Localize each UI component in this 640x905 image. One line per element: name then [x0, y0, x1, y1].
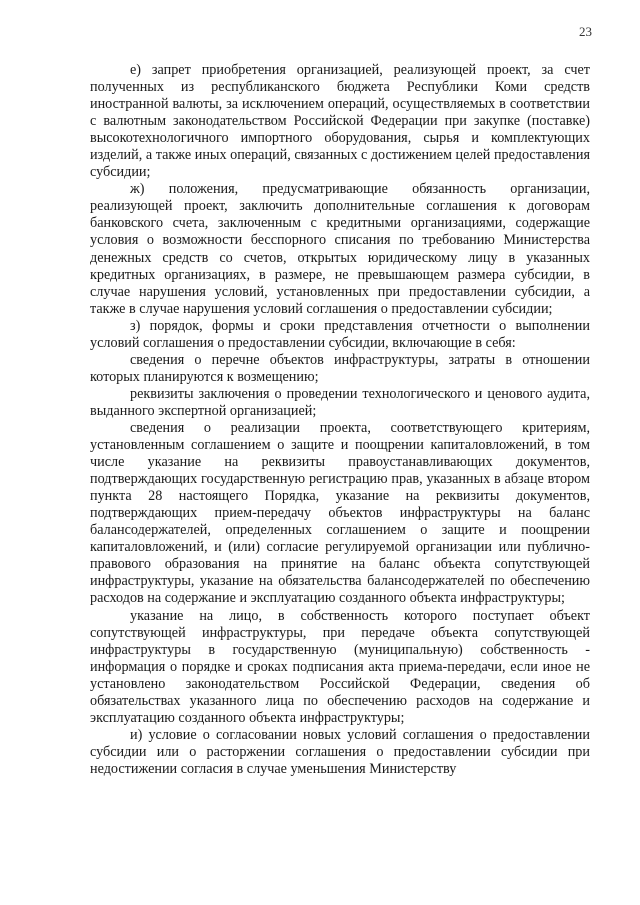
page-number: 23	[579, 24, 592, 39]
paragraph-i: и) условие о согласовании новых условий соглашения о предоставлении субсидии или о расторжении соглашения о предоставлении субсидии при недостижении согласия в случае уменьшения Министерству	[90, 726, 590, 777]
paragraph-zh: ж) положения, предусматривающие обязанность организации, реализующей проект, заключить дополнительные соглашения к договорам банковского счета, заключенным с кредитными организациями, содержащие условия о возможности бесспорного списания по требованию Министерства денежных средств со счетов, открытых юридическому лицу в указанных кредитных организациях, в размере, не превышающем размера субсидии, в случае нарушения условий, установленных при предоставлении субсидии, а также в случае нарушения условий соглашения о предоставлении субсидии;	[90, 181, 590, 317]
paragraph-e: е) запрет приобретения организацией, реализующей проект, за счет полученных из республиканского бюджета Республики Коми средств иностранной валюты, за исключением операций, осуществляемых в соответствии с валютным законодательством Российской Федерации при закупке (поставке) высокотехнологичного импортного оборудования, сырья и комплектующих изделий, а также иных операций, связанных с достижением целей предоставления субсидии;	[90, 62, 590, 181]
paragraph-owner-info: указание на лицо, в собственность которого поступает объект сопутствующей инфраструктуры, при передаче объекта сопутствующей инфраструктуры в государственную (муниципальную) собственность - информация о порядке и сроках подписания акта приема-передачи, если иное не установлено законодательством Российской Федерации, сведения об обязательствах указанного лица по обеспечению расходов на содержание и эксплуатацию созданного объекта инфраструктуры;	[90, 607, 590, 726]
paragraph-project-info: сведения о реализации проекта, соответствующего критериям, установленным соглашением о защите и поощрении капиталовложений, в том числе указание на реквизиты правоустанавливающих документов, подтверждающих государственную регистрацию прав, указанных в абзаце втором пункта 28 настоящего Порядка, указание на реквизиты документов, подтверждающих прием-передачу объектов инфраструктуры на баланс балансодержателей, определенных соглашением о защите и поощрении капиталовложений, и (или) согласие регулируемой организации или публично-правового образования на принятие на баланс объекта сопутствующей инфраструктуры, указание на обязательства балансодержателей по обеспечению расходов на содержание и эксплуатацию созданного объекта инфраструктуры;	[90, 419, 590, 607]
paragraph-audit-details: реквизиты заключения о проведении технологического и ценового аудита, выданного экспертной организацией;	[90, 385, 590, 419]
paragraph-z: з) порядок, формы и сроки представления отчетности о выполнении условий соглашения о предоставлении субсидии, включающие в себя:	[90, 317, 590, 351]
paragraph-infrastructure-list: сведения о перечне объектов инфраструктуры, затраты в отношении которых планируются к возмещению;	[90, 351, 590, 385]
document-body	[90, 62, 590, 778]
